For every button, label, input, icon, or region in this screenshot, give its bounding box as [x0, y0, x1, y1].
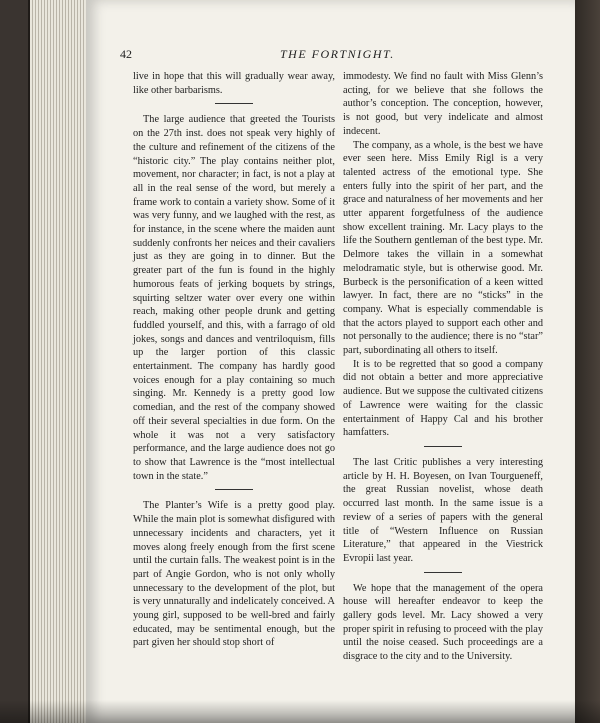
paragraph: immodesty. We find no fault with Miss Glenn’s acting, for we believe that she follows the author’s conception. The conception, however, is not good, but very indelicate and almost indecent.: [343, 71, 543, 137]
paragraph: live in hope that this will gradually wear away, like other barbarisms.: [133, 71, 335, 96]
paragraph: It is to be regretted that so good a company did not obtain a better and more appreciative audience. But we suppose the cultivated citizens of Lawrence were waiting for the classic entertainment of Happy Cal and his brother hamfatters.: [343, 358, 543, 439]
paragraph: The large audience that greeted the Tourists on the 27th inst. does not speak very highly of the culture and refinement of the citizens of the “historic city.” The play contains neither plot, movement, nor character; in fact, is not a play at all in the real sense of the word, but merely a frame work to contain a variety show. Some of it was very funny, and we laughed with the rest, as for instance, in the scene where the maiden aunt suddenly confronts her neices and their cavaliers just as they are going in to dinner. But the greater part of the fun is found in the highly humorous feats of jerking boquets by strings, squirting seltzer water over every one within reach, making other people drunk and getting fuddled yourself, and this, with a farrago of old jokes, songs and dances and ventriloquism, fills up the larger portion of this classic entertainment. The company has hardly good voices enough for a play containing so much singing. Mr. Kennedy is a pretty good low comedian, and the rest of the company showed off their several specialties in due form. On the whole it was not a very satisfactory performance, and the large audience does not go to show that Lawrence is the “most intellectual town in the state.”: [133, 114, 335, 482]
paragraph: The company, as a whole, is the best we have ever seen here. Miss Emily Rigl is a very talented actress of the emotional type. She enters fully into the spirit of her part, and the grace and naturalness of her movements and her utter apparent forgetfulness of the audience show excellent training. Mr. Lacy plays to the life the Southern gentleman of the best type. Mr. Delmore takes the villain in a somewhat melodramatic style, but is otherwise good. Mr. Burbeck is the personification of a keen witted lawyer. In fact, there are no “sticks” in the company. What is especially commendable is that the actors played to support each other and not personally to the audience; there is no “star” part, subordinating all others to itself.: [343, 139, 543, 357]
section-divider: [215, 103, 253, 104]
paragraph: We hope that the management of the opera house will hereafter endeavor to keep the gallery gods level. Mr. Lacy showed a very proper spirit in refusing to proceed with the play until the noise ceased. Such proceedings are a disgrace to the city and to the University.: [343, 582, 543, 663]
right-cover-edge: [575, 0, 600, 723]
paragraph: The last Critic publishes a very interesting article by H. H. Boyesen, on Ivan Tourgueneff, the great Russian novelist, whose death occurred last month. In the same issue is a review of a series of papers with the general title of “Western Influence on Russian Literature,” that appeared in the Viestrick Evropii last year.: [343, 456, 543, 564]
section-divider: [424, 572, 462, 573]
bottom-shadow: [0, 700, 600, 723]
paragraph: The Planter’s Wife is a pretty good play. While the main plot is somewhat disfigured with unnecessary incidents and characters, yet it moves along freely enough from the first scene until the curtain falls. The weakest point is in the part of Angie Gordon, who is not only wholly unnecessary to the development of the plot, but is very unnaturally and indelicately conceived. A young girl, supposed to be well-bred and fairly educated, may be sentimental enough, but the part given her should stop short of: [133, 500, 335, 649]
section-divider: [215, 489, 253, 490]
right-column: [343, 70, 543, 664]
page-number: 42: [120, 47, 132, 61]
left-column: [133, 70, 335, 650]
page-edges: [30, 0, 90, 723]
page-header: [120, 47, 550, 65]
section-divider: [424, 446, 462, 447]
running-head: THE FORTNIGHT.: [280, 47, 395, 61]
